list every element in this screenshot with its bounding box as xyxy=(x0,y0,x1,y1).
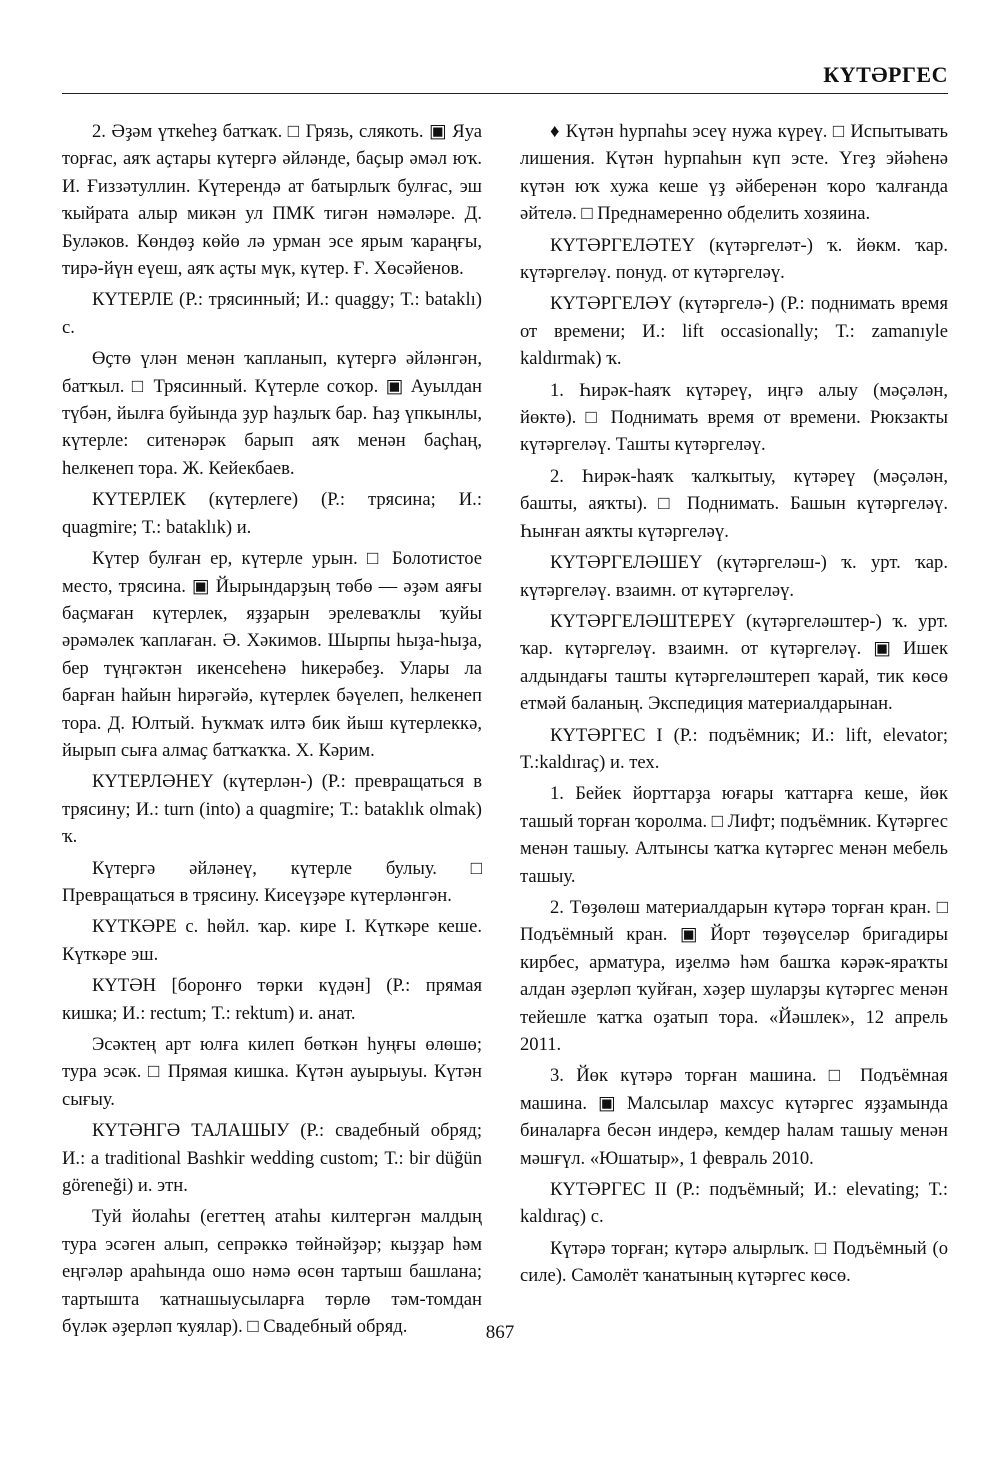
entry-paragraph: 2. Әҙәм үткеһеҙ батҡаҡ. □ Грязь, слякоть. ▣ Яуа торғас, аяҡ аҫтары күтергә әйләнде, баҫыр әмәл юҡ. И. Ғиззәтуллин. Күтерендә ат батырлыҡ булғас, эш ҡыйрата алыр микән ул ПМК тигән нәмәләре. Д. Буләков. Көндөҙ көйө лә урман эсе ярым ҡараңғы, тирә-йүн еүеш, аяҡ аҫты мүк, күтер. Ғ. Хөсәйенов. xyxy=(62,121,482,280)
entry-paragraph: ♦ Күтән һурпаһы эсеү нужа күреү. □ Испытывать лишения. Күтән һурпаһын күп эсте. Үгеҙ эйәһенә күтән юҡ хужа кеше үҙ әйберенән ҡоро ҡалғанда әйтелә. □ Преднамеренно обделить хозяина. xyxy=(520,121,948,225)
running-head: КҮТӘРГЕС xyxy=(823,62,948,87)
entry-paragraph: Эсәктең арт юлға килеп бөткән һуңғы өлөшө; тура эсәк. □ Прямая кишка. Күтән ауырыуы. Күтән сығыу. xyxy=(62,1034,482,1110)
entry-paragraph: Туй йолаһы (егеттең атаһы килтергән малдың тура эсәген алып, сепрәккә төйнәйҙәр; кыҙҙар һәм еңгәләр араһында ошо нәмә өсөн тартыш башлана; тартышта ҡатнашыусыларға төрлө тәм-томдан бүләк әҙерләп ҡуялар). □ Свадебный обряд. xyxy=(62,1206,482,1338)
left-column xyxy=(62,118,482,1344)
entry-paragraph: КҮТЕРЛӘНЕҮ (күтерлән-) (Р.: превращаться в трясину; И.: turn (into) a quagmire; Т.: bataklık olmak) ҡ. xyxy=(62,771,482,848)
entry-paragraph: Күтәрә торған; күтәрә алырлыҡ. □ Подъёмный (о силе). Самолёт ҡанатының күтәргес көсө. xyxy=(520,1237,948,1287)
entry-paragraph: КҮТЕРЛЕК (күтерлеге) (Р.: трясина; И.: quagmire; Т.: bataklık) и. xyxy=(62,489,482,538)
entry-paragraph: КҮТӘН [боронғо төрки күдән] (Р.: прямая кишка; И.: rectum; Т.: rektum) и. анат. xyxy=(62,975,482,1024)
header-rule xyxy=(62,93,948,94)
entry-paragraph: Күтер булған ер, күтерле урын. □ Болотистое место, трясина. ▣ Йырындарҙың төбө — әҙәм аяғы баҫмаған күтерлек, яҙҙарын эрелеваҡлы ҡуйы әрәмәлек ҡаплаған. Ә. Хәкимов. Шырпы һыҙа-һыҙа, бер түңгәктән икенсеһенә һикерәбеҙ. Улары ла барған һайын һирәгәйә, күтерлек бәүелеп, һелкенеп тора. Д. Юлтый. Һуҡмаҡ илтә бик йыш күтерлеккә, йырып сыға алмаҫ батҡаҡҡа. Х. Кәрим. xyxy=(62,548,482,761)
entry-paragraph: 1. Бейек йорттарҙа юғары ҡаттарға кеше, йөк ташый торған ҡоролма. □ Лифт; подъёмник. Күтәргес менән ташыу. Алтынсы ҡатҡа күтәргес менән мебель ташыу. xyxy=(520,783,948,887)
entry-paragraph: 1. Һирәк-һаяҡ күтәреү, иңгә алыу (мәҫәлән, йөктө). □ Поднимать время от времени. Рюкзакты күтәргеләү. Ташты күтәргеләү. xyxy=(520,379,948,456)
entry-paragraph: КҮТӘРГЕЛӘШЕҮ (күтәргеләш-) ҡ. урт. ҡар. күтәргеләү. взаимн. от күтәргеләү. xyxy=(520,552,948,601)
entry-paragraph: КҮТЕРЛЕ (Р.: трясинный; И.: quaggy; Т.: bataklı) с. xyxy=(62,289,482,338)
entry-paragraph: КҮТӘРГЕС I (Р.: подъёмник; И.: lift, elevator; Т.:kaldıraç) и. тех. xyxy=(520,724,948,773)
entry-paragraph: Өҫтө үлән менән ҡапланып, күтергә әйләнгән, батҡыл. □ Трясинный. Күтерле соҡор. ▣ Ауылдан түбән, йылға буйында ҙур һаҙлыҡ бар. Һаҙ үпкынлы, күтерле: ситенәрәк барып аяҡ менән баҫһаң, һелкенеп тора. Ж. Кейекбаев. xyxy=(62,348,482,479)
entry-paragraph: КҮТӘРГЕС II (Р.: подъёмный; И.: elevating; Т.: kaldıraç) с. xyxy=(520,1179,948,1228)
page-number: 867 xyxy=(485,1322,515,1343)
entry-paragraph: Күтергә әйләнеү, күтерле булыу. □ Превращаться в трясину. Кисеүҙәре күтерләнгән. xyxy=(62,857,482,906)
right-column xyxy=(520,118,948,1294)
entry-paragraph: 2. Төҙөлөш материалдарын күтәрә торған кран. □ Подъёмный кран. ▣ Йорт төҙөүселәр бригадиры кирбес, арматура, иҙелмә һәм башҡа кәрәк-яраҡты алдан әҙерләп ҡуйған, хәҙер шуларҙы күтәргес менән тейешле ҡатҡа оҙатып тора. «Йәшлек», 12 апрель 2011. xyxy=(520,896,948,1055)
entry-paragraph: КҮТӘРГЕЛӘШТЕРЕҮ (күтәргеләштер-) ҡ. урт. ҡар. күтәргеләү. взаимн. от күтәргеләү. ▣ Ишек алдындағы ташты күтәргеләштереп ҡарай, тик көсө етмәй баланың. Экспедиция материалдарынан. xyxy=(520,610,948,715)
entry-paragraph: КҮТӘРГЕЛӘТЕҮ (күтәргеләт-) ҡ. йөкм. ҡар. күтәргеләү. понуд. от күтәргеләү. xyxy=(520,234,948,284)
entry-paragraph: КҮТӘНГӘ ТАЛАШЫУ (Р.: свадебный обряд; И.: a traditional Bashkir wedding custom; Т.: bir düğün göreneği) и. этн. xyxy=(62,1120,482,1197)
entry-paragraph: 3. Йөк күтәрә торған машина. □ Подъёмная машина. ▣ Малсылар махсус күтәргес яҙҙамында биналарға бесән индерә, кемдер һалам ташыу менән мәшғүл. «Юшатыр», 1 февраль 2010. xyxy=(520,1065,948,1169)
entry-paragraph: КҮТКӘРЕ с. һөйл. ҡар. кире I. Күткәре кеше. Күткәре эш. xyxy=(62,916,482,965)
entry-paragraph: КҮТӘРГЕЛӘҮ (күтәргелә-) (Р.: поднимать время от времени; И.: lift occasionally; Т.: zamanıyle kaldırmak) ҡ. xyxy=(520,293,948,370)
entry-paragraph: 2. Һирәк-һаяҡ ҡалҡытыу, күтәреү (мәҫәлән, башты, аяҡты). □ Поднимать. Башын күтәргеләү. Һынған аяҡты күтәргеләү. xyxy=(520,465,948,542)
